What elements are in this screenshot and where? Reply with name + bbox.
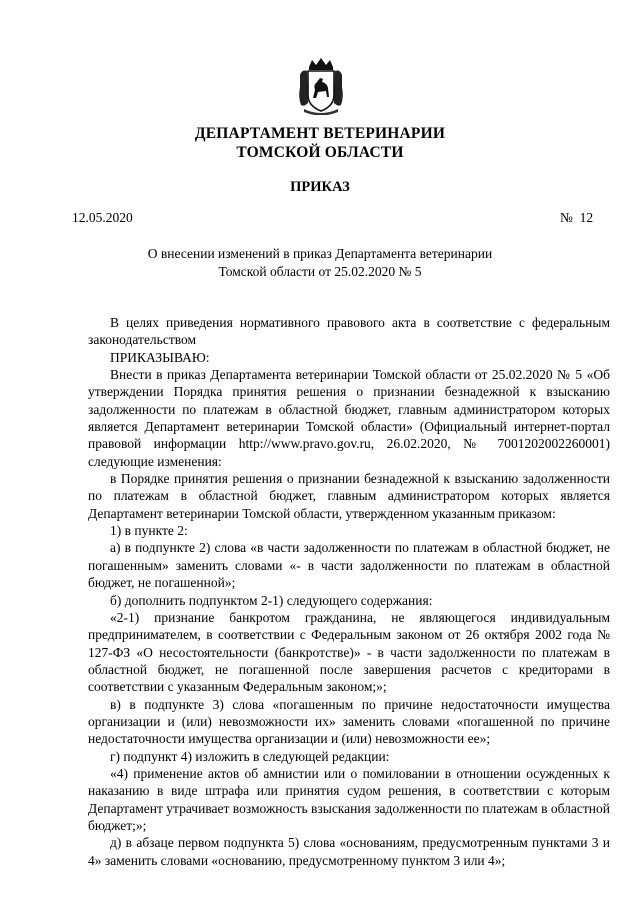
paragraph-item-a: а) в подпункте 2) слова «в части задолженности по платежам в областной бюджет, не погашенным» заменить словами «- в части задолженности по платежам в областной бюджет, не погашенной»;: [88, 540, 610, 591]
document-date: 12.05.2020: [72, 210, 133, 225]
subject-line1: О внесении изменений в приказ Департамента ветеринарии: [147, 246, 493, 261]
paragraph-item-b: б) дополнить подпунктом 2-1) следующего содержания:: [110, 592, 433, 608]
document-type: ПРИКАЗ: [290, 179, 350, 195]
org-name-line2: ТОМСКОЙ ОБЛАСТИ: [236, 144, 404, 161]
paragraph-procedure: в Порядке принятия решения о признании безнадежной к взысканию задолженности по платежам в областной бюджет, главным администратором которых является Департамент ветеринарии Томской области, утвержденном указанным приказом:: [88, 471, 610, 521]
paragraph-amend-intro: Внести в приказ Департамента ветеринарии Томской области от 25.02.2020 № 5 «Об утверждении Порядка принятия решения о признании безнадежной к взысканию задолженности по платежам в областной бюджет, главным администратором которых является Департамент ветеринарии Томской области» (Официальный интернет-портал правовой информации http://www.pravo.gov.ru, 26.02.2020, № 7001202002260001) следующие изменения:: [88, 367, 610, 469]
paragraph-order-word: ПРИКАЗЫВАЮ:: [110, 349, 210, 365]
paragraph-preamble: В целях приведения нормативного правового акта в соответствие с федеральным законодательством: [88, 315, 610, 348]
paragraph-item-4: «4) применение актов об амнистии или о помиловании в отношении осужденных к наказанию в виде штрафа или принятия судом решения, в соответствии с которым Департамент утрачивает возможность взыскания задолженности по платежам в областной бюджет;»;: [88, 765, 610, 833]
paragraph-item-d: д) в абзаце первом подпункта 5) слова «основаниям, предусмотренным пунктами 3 и 4» заменить словами «основанию, предусмотренному пунктом 3 или 4»;: [88, 835, 610, 868]
paragraph-item-1: 1) в пункте 2:: [110, 523, 188, 539]
paragraph-item-2-1: «2-1) признание банкротом гражданина, не являющегося индивидуальным предпринимателем, в соответствии с Федеральным законом от 26 октября 2002 года № 127-ФЗ «О несостоятельности (банкротстве)» - в части задолженности по платежам в областной бюджет, не погашенной после завершения расчетов с кредиторами в соответствии с указанным Федеральным законом;»;: [88, 609, 610, 695]
paragraph-item-g: г) подпункт 4) изложить в следующей редакции:: [110, 748, 390, 764]
document-body: [88, 314, 610, 869]
subject-line2: Томской области от 25.02.2020 № 5: [218, 264, 422, 279]
paragraph-item-v: в) в подпункте 3) слова «погашенным по причине недостаточности имущества организации и (или) невозможности их» заменить словами «погашенной по причине недостаточности имущества организации и (или) невозможности ее»;: [88, 696, 610, 747]
document-number: № 12: [560, 210, 594, 225]
coat-of-arms-icon: [298, 57, 344, 115]
org-name-line1: ДЕПАРТАМЕНТ ВЕТЕРИНАРИИ: [194, 125, 446, 142]
